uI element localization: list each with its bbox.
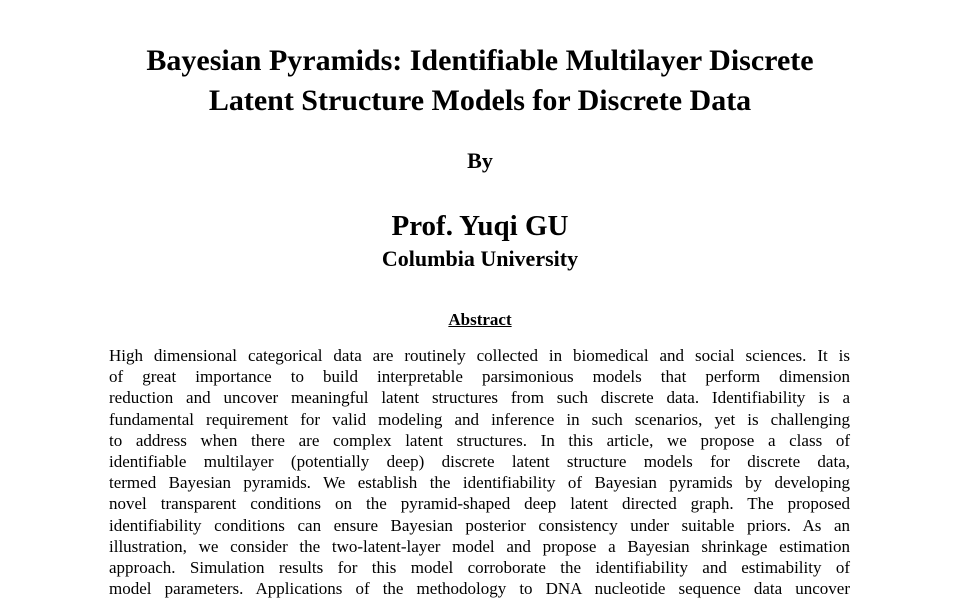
abstract-line: illustration, we consider the two-latent-layer model and propose a Bayesian shrinkage estimation: [109, 536, 850, 556]
abstract-line: approach. Simulation results for this model corroborate the identifiability and estimability of: [109, 557, 850, 577]
abstract-line: identifiable multilayer (potentially deep) discrete latent structure models for discrete data,: [109, 451, 850, 471]
abstract-line: identifiability conditions can ensure Bayesian posterior consistency under suitable priors. As an: [109, 515, 850, 535]
abstract-line: novel transparent conditions on the pyramid-shaped deep latent directed graph. The proposed: [109, 494, 850, 514]
abstract-line: of great importance to build interpretable parsimonious models that perform dimension: [109, 367, 850, 387]
author-affiliation: Columbia University: [381, 246, 579, 271]
abstract-line: to address when there are complex latent structures. In this article, we propose a class of: [109, 430, 850, 450]
abstract-line: fundamental requirement for valid modeling and inference in such scenarios, yet is challenging: [109, 409, 850, 429]
abstract-body: [109, 345, 850, 599]
abstract-line: reduction and uncover meaningful latent structures from such discrete data. Identifiability is a: [109, 388, 850, 408]
abstract-line: termed Bayesian pyramids. We establish the identifiability of Bayesian pyramids by developing: [109, 473, 850, 493]
paper-title-line: Latent Structure Models for Discrete Data: [208, 84, 752, 117]
paper-title: [0, 41, 960, 121]
abstract-line: High dimensional categorical data are routinely collected in biomedical and social sciences. It is: [109, 346, 850, 365]
paper-title-line: Bayesian Pyramids: Identifiable Multilayer Discrete: [146, 44, 814, 77]
abstract-heading: Abstract: [448, 310, 512, 329]
author-name: Prof. Yuqi GU: [391, 210, 569, 242]
by-label: By: [467, 148, 493, 173]
abstract-line: model parameters. Applications of the methodology to DNA nucleotide sequence data uncover: [109, 579, 850, 599]
